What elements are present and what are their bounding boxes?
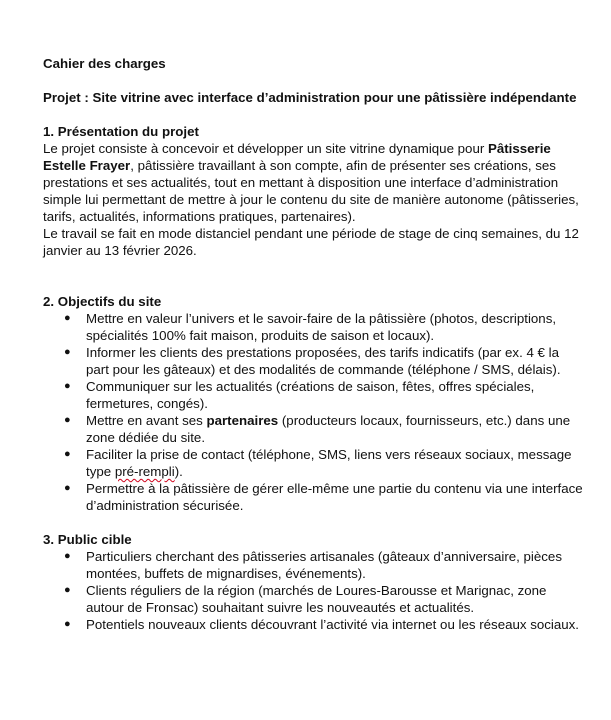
partners-emphasis: partenaires [206, 413, 279, 428]
list-item-text-before: Mettre en avant ses [86, 413, 207, 428]
list-item-text-before: Faciliter la prise de contact (téléphone, SMS, liens vers réseaux sociaux, message type [86, 447, 572, 479]
list-item [43, 378, 583, 412]
list-item-text: Clients réguliers de la région (marchés de Loures-Barousse et Marignac, zone autour de Fronsac) souhaitant suivre les nouveautés et actualités. [86, 583, 547, 615]
spellcheck-flagged-word[interactable]: pré-rempli [114, 464, 175, 479]
section-1-p1-text-after: , pâtissière travaillant à son compte, afin de présenter ses créations, ses prestations et ses actualités, tout en mettant à disposition une interface d’administration simple lui permettant de mettre à jour le contenu du site de manière autonome (pâtisseries, tarifs, actualités, informations pratiques, partenaires). [43, 158, 579, 224]
list-item [43, 616, 583, 633]
document-title: Cahier des charges [43, 56, 166, 71]
list-item [43, 310, 583, 344]
list-item-text: Informer les clients des prestations proposées, des tarifs indicatifs (par ex. 4 € la part pour les gâteaux) et des modalités de commande (téléphone / SMS, délais). [86, 345, 561, 377]
document-page [43, 55, 583, 633]
section-2-heading: 2. Objectifs du site [43, 294, 162, 309]
list-item-text: Communiquer sur les actualités (créations de saison, fêtes, offres spéciales, fermetures, congés). [86, 379, 535, 411]
section-1-heading: 1. Présentation du projet [43, 124, 199, 139]
list-item [43, 446, 583, 480]
list-item [43, 582, 583, 616]
list-item [43, 548, 583, 582]
objectives-list [43, 310, 583, 514]
spacer [43, 106, 583, 123]
project-title: Projet : Site vitrine avec interface d’administration pour une pâtissière indépendante [43, 90, 577, 105]
bullet-icon: ● [64, 448, 71, 460]
bullet-icon: ● [64, 346, 71, 358]
bullet-icon: ● [64, 312, 71, 324]
spacer [43, 259, 583, 293]
list-item-text-after: (producteurs locaux, fournisseurs, etc.) dans une zone dédiée du site. [86, 413, 571, 445]
spacer [43, 514, 583, 531]
list-item-text: Mettre en valeur l’univers et le savoir-faire de la pâtissière (photos, descriptions, spécialités 100% fait maison, produits de saison et locaux). [86, 311, 557, 343]
bullet-icon: ● [64, 380, 71, 392]
list-item-text: Potentiels nouveaux clients découvrant l’activité via internet ou les réseaux sociaux. [86, 617, 579, 632]
bullet-icon: ● [64, 618, 71, 630]
list-item-text-after: ). [174, 464, 183, 479]
list-item [43, 412, 583, 446]
business-name: Pâtisserie Estelle Frayer [43, 141, 551, 173]
bullet-icon: ● [64, 482, 71, 494]
section-1-paragraph-1 [43, 140, 583, 225]
section-3-heading: 3. Public cible [43, 532, 132, 547]
bullet-icon: ● [64, 584, 71, 596]
audience-list [43, 548, 583, 633]
list-item-text: Permettre à la pâtissière de gérer elle-même une partie du contenu via une interface d’administration sécurisée. [86, 481, 583, 513]
bullet-icon: ● [64, 414, 71, 426]
section-1-p1-text-before: Le projet consiste à concevoir et développer un site vitrine dynamique pour [43, 141, 488, 156]
section-1-paragraph-2: Le travail se fait en mode distanciel pendant une période de stage de cinq semaines, du 12 janvier au 13 février 2026. [43, 226, 579, 258]
bullet-icon: ● [64, 550, 71, 562]
list-item-text: Particuliers cherchant des pâtisseries artisanales (gâteaux d’anniversaire, pièces montées, buffets de mignardises, événements). [86, 549, 562, 581]
list-item [43, 344, 583, 378]
list-item [43, 480, 583, 514]
